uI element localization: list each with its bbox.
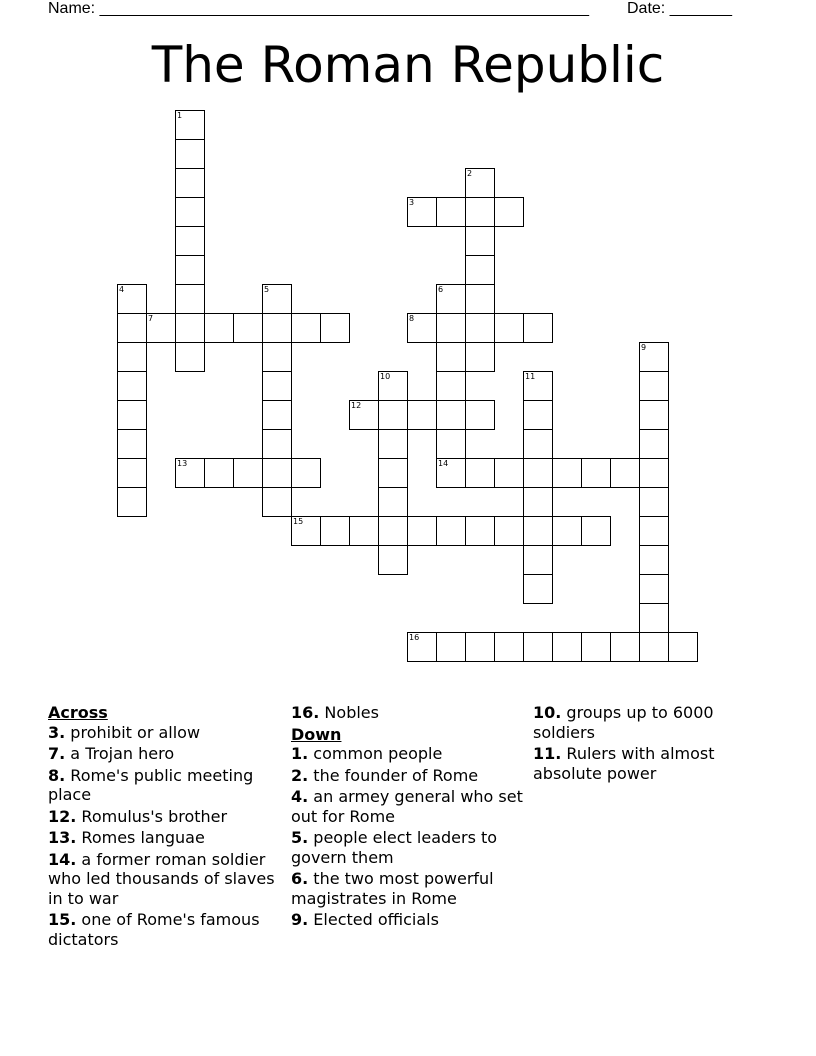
clue-number-label: 13 (177, 459, 188, 468)
clue-number: 13. (48, 828, 77, 847)
grid-cell[interactable] (291, 516, 321, 546)
grid-cell[interactable] (581, 632, 611, 662)
grid-cell[interactable] (407, 516, 437, 546)
clue-number-label: 12 (351, 401, 362, 410)
grid-cell[interactable] (436, 400, 466, 430)
grid-cell[interactable] (262, 342, 292, 372)
grid-cell[interactable] (117, 284, 147, 314)
grid-cell[interactable] (436, 371, 466, 401)
grid-cell[interactable] (523, 458, 553, 488)
clues-column-1 (48, 703, 283, 951)
across-clue (291, 703, 526, 723)
grid-cell[interactable] (494, 197, 524, 227)
grid-cell[interactable] (204, 313, 234, 343)
grid-cell[interactable] (378, 371, 408, 401)
grid-cell[interactable] (523, 313, 553, 343)
clue-text: Rulers with almost absolute power (533, 744, 715, 783)
grid-cell[interactable] (494, 516, 524, 546)
grid-cell[interactable] (639, 458, 669, 488)
grid-cell[interactable] (262, 313, 292, 343)
date-field[interactable]: Date: _______ (627, 0, 732, 17)
grid-cell[interactable] (407, 632, 437, 662)
clue-number-label: 16 (409, 633, 420, 642)
clue-number: 16. (291, 703, 320, 722)
grid-cell[interactable] (378, 429, 408, 459)
down-clue (291, 766, 526, 786)
clue-number: 2. (291, 765, 309, 785)
clue-text: Nobles (319, 703, 379, 722)
grid-cell[interactable] (262, 487, 292, 517)
clue-number-label: 3 (409, 198, 415, 207)
clue-number: 14. (48, 849, 77, 869)
down-clue (291, 744, 526, 764)
grid-cell[interactable] (436, 429, 466, 459)
grid-cell[interactable] (552, 516, 582, 546)
grid-cell[interactable] (175, 168, 205, 198)
grid-cell[interactable] (581, 516, 611, 546)
clue-number: 12. (48, 806, 77, 826)
grid-cell[interactable] (552, 458, 582, 488)
clue-text: a former roman soldier who led thousands of slaves in to war (48, 849, 275, 908)
grid-cell[interactable] (639, 429, 669, 459)
clue-number: 6. (291, 869, 309, 888)
grid-cell[interactable] (436, 516, 466, 546)
grid-cell[interactable] (291, 458, 321, 488)
down-clue (291, 910, 526, 930)
grid-cell[interactable] (262, 371, 292, 401)
grid-cell[interactable] (610, 458, 640, 488)
grid-cell[interactable] (117, 400, 147, 430)
clue-number-label: 15 (293, 517, 304, 526)
grid-cell[interactable] (175, 139, 205, 169)
grid-cell[interactable] (117, 487, 147, 517)
across-clue (48, 910, 283, 949)
clue-number: 15. (48, 910, 77, 929)
grid-cell[interactable] (175, 284, 205, 314)
across-clue (48, 723, 283, 743)
puzzle-title: The Roman Republic (151, 36, 665, 94)
clue-text: one of Rome's famous dictators (48, 910, 260, 949)
grid-cell[interactable] (436, 313, 466, 343)
clue-number: 11. (533, 744, 562, 763)
grid-cell[interactable] (175, 110, 205, 140)
grid-cell[interactable] (523, 429, 553, 459)
grid-cell[interactable] (175, 458, 205, 488)
grid-cell[interactable] (523, 545, 553, 575)
clue-number: 5. (291, 828, 309, 847)
clue-text: Romes languae (76, 828, 205, 847)
grid-cell[interactable] (378, 487, 408, 517)
grid-cell[interactable] (117, 429, 147, 459)
grid-cell[interactable] (523, 516, 553, 546)
grid-cell[interactable] (639, 603, 669, 633)
grid-cell[interactable] (204, 458, 234, 488)
clue-number: 9. (291, 910, 309, 929)
grid-cell[interactable] (465, 516, 495, 546)
grid-cell[interactable] (175, 226, 205, 256)
grid-cell[interactable] (523, 400, 553, 430)
grid-cell[interactable] (146, 313, 176, 343)
grid-cell[interactable] (436, 342, 466, 372)
clue-number-label: 5 (264, 285, 270, 294)
clue-number: 7. (48, 744, 66, 763)
grid-cell[interactable] (465, 255, 495, 285)
clue-text: an armey general who set out for Rome (291, 787, 523, 826)
grid-cell[interactable] (523, 574, 553, 604)
grid-cell[interactable] (233, 458, 263, 488)
grid-cell[interactable] (262, 284, 292, 314)
grid-cell[interactable] (117, 342, 147, 372)
grid-cell[interactable] (175, 342, 205, 372)
grid-cell[interactable] (639, 545, 669, 575)
grid-cell[interactable] (465, 400, 495, 430)
down-heading: Down (291, 724, 342, 744)
grid-cell[interactable] (436, 632, 466, 662)
down-clue (291, 828, 526, 867)
down-clue (533, 744, 768, 783)
grid-cell[interactable] (378, 516, 408, 546)
grid-cell[interactable] (349, 400, 379, 430)
grid-cell[interactable] (639, 516, 669, 546)
clue-number-label: 6 (438, 285, 444, 294)
clue-number-label: 11 (525, 372, 536, 381)
grid-cell[interactable] (639, 574, 669, 604)
grid-cell[interactable] (378, 400, 408, 430)
clue-number-label: 9 (641, 343, 647, 352)
grid-cell[interactable] (117, 313, 147, 343)
grid-cell[interactable] (407, 400, 437, 430)
clue-text: people elect leaders to govern them (291, 828, 498, 867)
clue-number: 10. (533, 703, 562, 722)
grid-cell[interactable] (639, 342, 669, 372)
clue-text: the two most powerful magistrates in Rome (291, 869, 494, 908)
clue-number-label: 14 (438, 459, 449, 468)
grid-cell[interactable] (378, 458, 408, 488)
clues-column-3 (533, 703, 768, 785)
grid-cell[interactable] (436, 458, 466, 488)
grid-cell[interactable] (523, 371, 553, 401)
grid-cell[interactable] (117, 458, 147, 488)
across-clue (48, 744, 283, 764)
grid-cell[interactable] (465, 197, 495, 227)
name-field[interactable]: Name: _______________________________________________________ (48, 0, 589, 17)
grid-cell[interactable] (523, 632, 553, 662)
grid-cell[interactable] (494, 632, 524, 662)
down-clue (533, 703, 768, 742)
clue-number: 3. (48, 722, 66, 742)
clues-column-2 (291, 703, 526, 932)
grid-cell[interactable] (407, 197, 437, 227)
grid-cell[interactable] (610, 632, 640, 662)
clue-number-label: 2 (467, 169, 473, 178)
grid-cell[interactable] (639, 487, 669, 517)
grid-cell[interactable] (465, 168, 495, 198)
grid-cell[interactable] (465, 226, 495, 256)
clue-text: the founder of Rome (308, 765, 479, 785)
clue-number: 8. (48, 765, 66, 785)
down-clue (291, 869, 526, 908)
grid-cell[interactable] (175, 255, 205, 285)
grid-cell[interactable] (233, 313, 263, 343)
grid-cell[interactable] (320, 516, 350, 546)
across-heading: Across (48, 703, 108, 722)
clue-number-label: 4 (119, 285, 125, 294)
clue-number-label: 1 (177, 111, 183, 120)
grid-cell[interactable] (639, 632, 669, 662)
grid-cell[interactable] (639, 400, 669, 430)
grid-cell[interactable] (465, 284, 495, 314)
grid-cell[interactable] (436, 197, 466, 227)
grid-cell[interactable] (349, 516, 379, 546)
grid-cell[interactable] (320, 313, 350, 343)
grid-cell[interactable] (175, 197, 205, 227)
grid-cell[interactable] (436, 284, 466, 314)
grid-cell[interactable] (175, 313, 205, 343)
grid-cell[interactable] (378, 545, 408, 575)
grid-cell[interactable] (465, 342, 495, 372)
grid-cell[interactable] (639, 371, 669, 401)
grid-cell[interactable] (523, 487, 553, 517)
grid-cell[interactable] (465, 458, 495, 488)
clue-number-label: 10 (380, 372, 391, 381)
grid-cell[interactable] (117, 371, 147, 401)
grid-cell[interactable] (262, 429, 292, 459)
clue-text: prohibit or allow (65, 722, 201, 742)
grid-cell[interactable] (581, 458, 611, 488)
grid-cell[interactable] (668, 632, 698, 662)
grid-cell[interactable] (494, 313, 524, 343)
clue-number: 4. (291, 787, 309, 806)
grid-cell[interactable] (262, 458, 292, 488)
grid-cell[interactable] (465, 313, 495, 343)
grid-cell[interactable] (465, 632, 495, 662)
clue-number-label: 8 (409, 314, 415, 323)
clue-text: groups up to 6000 soldiers (533, 703, 714, 742)
grid-cell[interactable] (407, 313, 437, 343)
clue-text: a Trojan hero (65, 744, 175, 763)
clue-number-label: 7 (148, 314, 154, 323)
clue-text: Rome's public meeting place (48, 765, 254, 804)
grid-cell[interactable] (262, 400, 292, 430)
clue-number: 1. (291, 744, 309, 763)
down-clue (291, 787, 526, 826)
grid-cell[interactable] (552, 632, 582, 662)
across-clue (48, 828, 283, 848)
clue-text: common people (308, 744, 443, 763)
grid-cell[interactable] (291, 313, 321, 343)
across-clue (48, 807, 283, 827)
clue-text: Romulus's brother (76, 806, 228, 826)
across-clue (48, 850, 283, 909)
across-clue (48, 766, 283, 805)
clue-text: Elected officials (308, 910, 439, 929)
grid-cell[interactable] (494, 458, 524, 488)
